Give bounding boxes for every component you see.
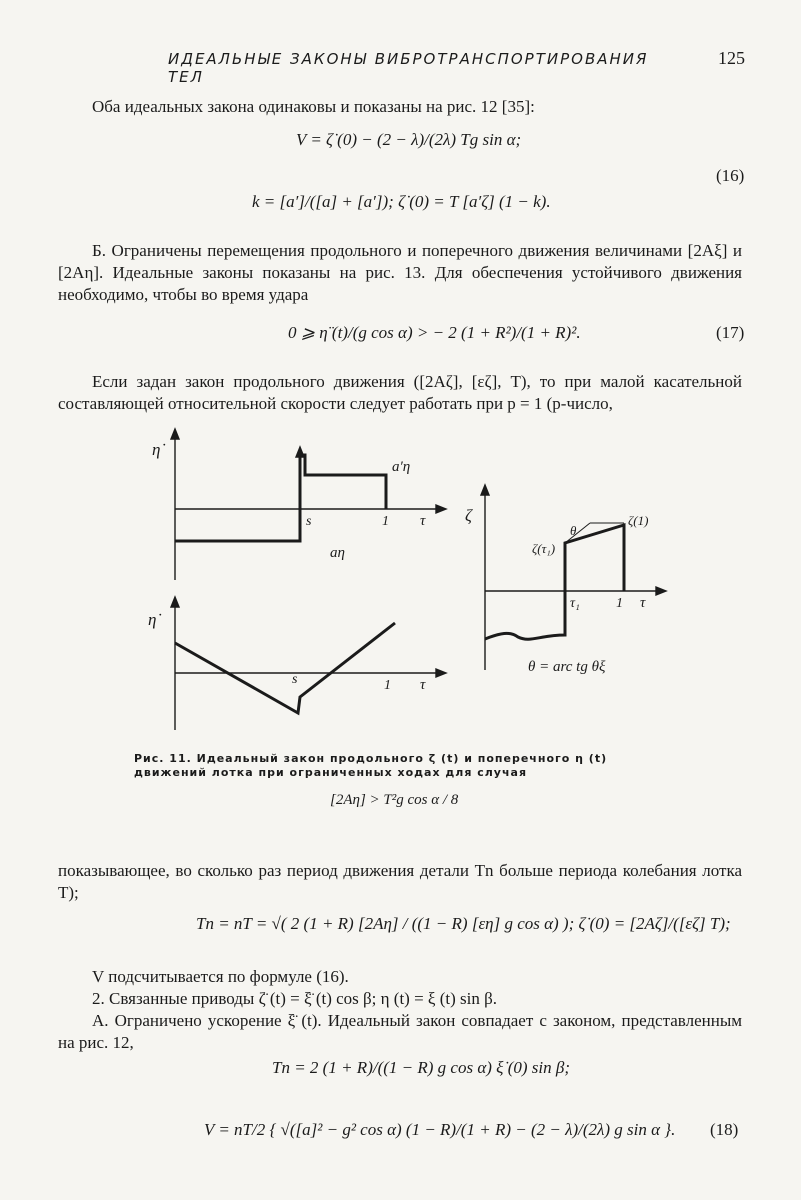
lower-left-tick-1: 1: [384, 678, 391, 693]
equation-16-line1: V = ζ̇ (0) − (2 − λ)/(2λ) Tg sin α;: [296, 130, 522, 149]
upper-left-tick-1: 1: [382, 514, 389, 529]
upper-left-x-arrow: [436, 505, 446, 513]
label-zeta-1: ζ(1): [628, 513, 649, 528]
equation-17-number: (17): [716, 323, 745, 342]
paragraph-longitudinal: Если задан закон продольного движения ([2Aζ], [εζ], T), то при малой касательной составляющей относительной скорости следует работать при p = 1 (p-число,: [58, 372, 742, 413]
upper-left-y-arrow: [171, 429, 179, 439]
label-zeta-tau1: ζ(τ₁): [532, 541, 556, 556]
label-theta: θ: [570, 523, 577, 538]
lower-left-x-label: τ: [420, 677, 426, 693]
lower-left-tick-s: s: [292, 672, 298, 687]
right-x-label: τ: [640, 595, 646, 611]
upper-left-impulse-arrow: [296, 447, 304, 457]
upper-left-y-label: η̇: [152, 440, 161, 459]
paragraph-period: показывающее, во сколько раз период движения детали Tn больше периода колебания лотка T);: [58, 861, 742, 902]
lower-left-x-arrow: [436, 669, 446, 677]
paragraph-v-formula: V подсчитывается по формуле (16).: [92, 967, 349, 986]
lower-left-y-arrow: [171, 597, 179, 607]
equation-tn-2: Tn = 2 (1 + R)/((1 − R) g cos α) ξ̇ (0) sin β;: [272, 1058, 570, 1077]
figure-caption: Рис. 11. Идеальный закон продольного ζ (t) и поперечного η (t) движений лотка при ограниченных ходах для случая: [134, 752, 608, 779]
label-a-prime-eta: a′η: [392, 459, 411, 475]
right-y-arrow: [481, 485, 489, 495]
equation-16-number: (16): [716, 166, 745, 185]
lower-left-waveform: [175, 623, 395, 713]
label-a-eta: aη: [330, 545, 345, 561]
equation-18: V = nT/2 { √([a]² − g² cos α) (1 − R)/(1 + R) − (2 − λ)/(2λ) g sin α }.: [204, 1120, 676, 1139]
right-x-arrow: [656, 587, 666, 595]
equation-18-number: (18): [710, 1120, 739, 1139]
equation-16-line2: k = [a′]/([a] + [a′]); ζ̇ (0) = T [a′ζ] (1 − k).: [252, 192, 551, 211]
lower-left-y-label: η̇: [148, 610, 157, 629]
page-number: 125: [718, 48, 745, 68]
right-tick-1: 1: [616, 596, 623, 611]
paragraph-intro: Оба идеальных закона одинаковы и показаны на рис. 12 [35]:: [92, 97, 535, 116]
upper-left-tick-s: s: [306, 514, 312, 529]
upper-left-waveform: [175, 455, 386, 541]
figure-caption-condition: [2Aη] > T²g cos α / 8: [330, 792, 459, 808]
right-annotation: θ = arc tg θξ: [528, 659, 606, 675]
paragraph-b: Б. Ограничены перемещения продольного и поперечного движения величинами [2Aξ] и [2Aη]. Идеальные законы показаны на рис. 13. Для обеспечения устойчивого движения необходимо, чтобы во время удара: [58, 241, 742, 304]
upper-left-x-label: τ: [420, 513, 426, 529]
paragraph-coupled-drives: 2. Связанные приводы ζ̈ (t) = ξ̈ (t) cos β; η (t) = ξ (t) sin β.: [92, 989, 498, 1008]
paragraph-acceleration: А. Ограничено ускорение ξ̈ (t). Идеальный закон совпадает с законом, представленным на рис. 12,: [58, 1011, 742, 1052]
right-tick-tau1: τ₁: [570, 596, 580, 611]
figure-11: [140, 425, 670, 745]
equation-17: 0 ⩾ η̈ (t)/(g cos α) > − 2 (1 + R²)/(1 + R)².: [288, 323, 581, 342]
right-y-label: ζ: [465, 506, 472, 525]
running-header: ИДЕАЛЬНЫЕ ЗАКОНЫ ВИБРОТРАНСПОРТИРОВАНИЯ ТЕЛ: [168, 50, 649, 86]
equation-tn: Tn = nT = √( 2 (1 + R) [2Aη] / ((1 − R) [εη] g cos α) ); ζ̇ (0) = [2Aζ]/([εζ] T);: [196, 914, 731, 933]
